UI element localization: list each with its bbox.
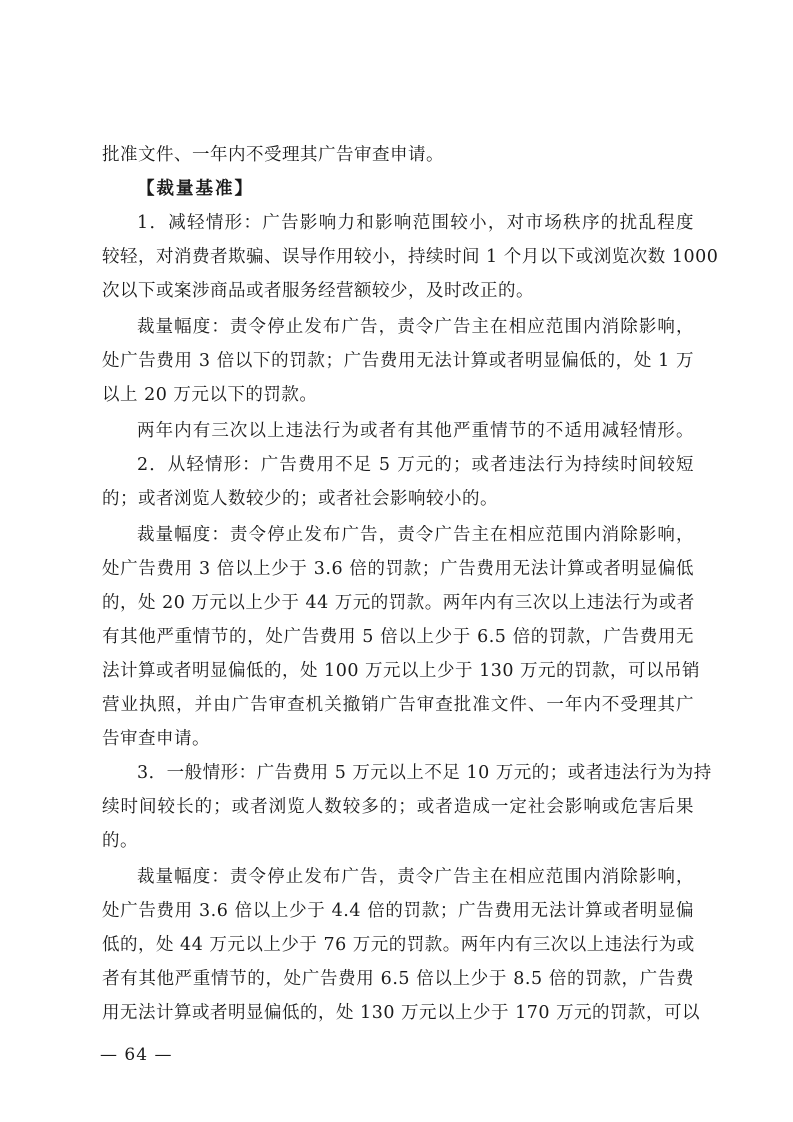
text-line: 低的，处 44 万元以上少于 76 万元的罚款。两年内有三次以上违法行为或 (102, 935, 695, 955)
text-line: 的，处 20 万元以上少于 44 万元的罚款。两年内有三次以上违法行为或者 (102, 593, 695, 613)
text-line: 1．减轻情形：广告影响力和影响范围较小，对市场秩序的扰乱程度 (137, 213, 694, 233)
text-line: 有其他严重情节的，处广告费用 5 倍以上少于 6.5 倍的罚款，广告费用无 (102, 627, 694, 647)
text-line: 较轻，对消费者欺骗、误导作用较小，持续时间 1 个月以下或浏览次数 1000 (102, 247, 719, 267)
text-line: 批准文件、一年内不受理其广告审查申请。 (102, 145, 444, 165)
text-line: 次以下或案涉商品或者服务经营额较少，及时改正的。 (102, 281, 534, 301)
text-line: 处广告费用 3 倍以上少于 3.6 倍的罚款；广告费用无法计算或者明显偏低 (102, 559, 694, 579)
text-line: 法计算或者明显偏低的，处 100 万元以上少于 130 万元的罚款，可以吊销 (102, 661, 701, 681)
text-line: 用无法计算或者明显偏低的，处 130 万元以上少于 170 万元的罚款，可以 (102, 1003, 701, 1023)
page-number: — 64 — (100, 1045, 173, 1065)
text-line: 两年内有三次以上违法行为或者有其他严重情节的不适用减轻情形。 (137, 421, 694, 441)
text-line: 的。 (102, 831, 138, 851)
text-line: 的；或者浏览人数较少的；或者社会影响较小的。 (102, 489, 498, 509)
text-line: 续时间较长的；或者浏览人数较多的；或者造成一定社会影响或危害后果 (102, 797, 694, 817)
text-line: 处广告费用 3.6 倍以上少于 4.4 倍的罚款；广告费用无法计算或者明显偏 (102, 901, 694, 921)
text-line: 者有其他严重情节的，处广告费用 6.5 倍以上少于 8.5 倍的罚款，广告费 (102, 969, 694, 989)
text-line: 2．从轻情形：广告费用不足 5 万元的；或者违法行为持续时间较短 (137, 455, 694, 475)
text-line: 营业执照，并由广告审查机关撤销广告审查批准文件、一年内不受理其广 (102, 695, 694, 715)
text-line: 3．一般情形：广告费用 5 万元以上不足 10 万元的；或者违法行为为持 (137, 763, 712, 783)
text-line: 处广告费用 3 倍以下的罚款；广告费用无法计算或者明显偏低的，处 1 万 (102, 351, 694, 371)
text-line: 裁量幅度：责令停止发布广告，责令广告主在相应范围内消除影响， (137, 317, 694, 337)
text-line: 裁量幅度：责令停止发布广告，责令广告主在相应范围内消除影响， (137, 525, 694, 545)
section-heading: 【裁量基准】 (137, 179, 254, 199)
text-line: 告审查申请。 (102, 729, 210, 749)
text-line: 裁量幅度：责令停止发布广告，责令广告主在相应范围内消除影响， (137, 867, 694, 887)
text-line: 以上 20 万元以下的罚款。 (102, 385, 318, 405)
